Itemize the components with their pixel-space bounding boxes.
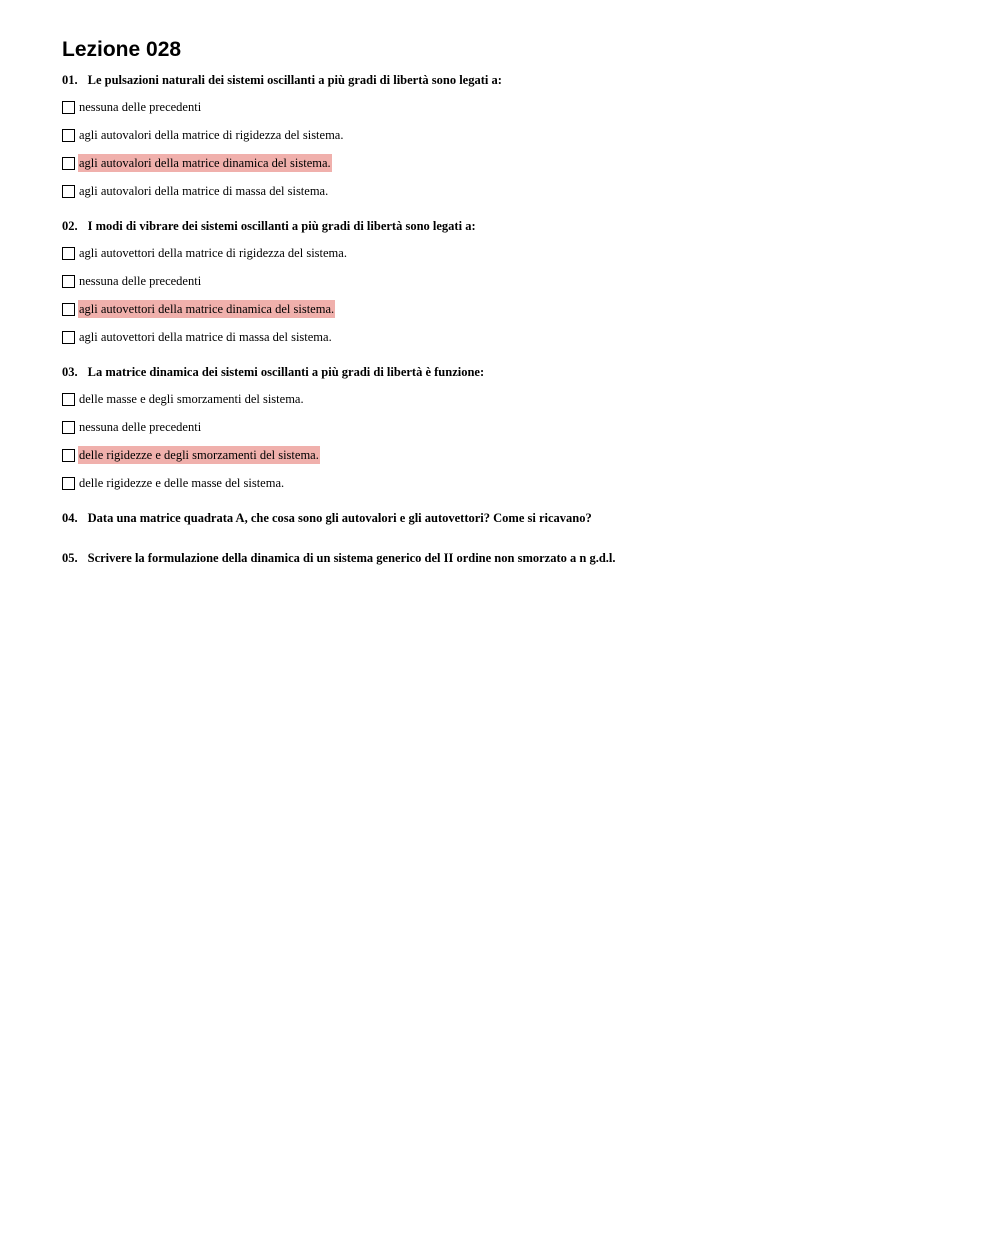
question-number: 02. <box>62 219 78 233</box>
answer-option[interactable] <box>62 418 962 436</box>
question-number: 05. <box>62 551 78 565</box>
answer-option[interactable] <box>62 390 962 408</box>
question-number: 03. <box>62 365 78 379</box>
answer-label: nessuna delle precedenti <box>79 100 202 114</box>
question-label: I modi di vibrare dei sistemi oscillanti a più gradi di libertà sono legati a: <box>87 219 476 233</box>
page-title: Lezione 028 <box>62 38 182 61</box>
question-text <box>62 72 962 88</box>
answer-label: delle masse e degli smorzamenti del sistema. <box>79 392 304 406</box>
answer-checkbox[interactable] <box>62 331 75 344</box>
question-label: La matrice dinamica dei sistemi oscillanti a più gradi di libertà è funzione: <box>87 365 485 379</box>
quiz-page <box>62 36 962 590</box>
answer-option[interactable] <box>62 98 962 116</box>
answer-label: agli autovettori della matrice di rigidezza del sistema. <box>79 246 347 260</box>
answer-option[interactable] <box>62 244 962 262</box>
answer-checkbox[interactable] <box>62 449 75 462</box>
question-05 <box>62 550 962 566</box>
correct-answer-label: agli autovalori della matrice dinamica del sistema. <box>79 156 331 170</box>
answer-checkbox[interactable] <box>62 303 75 316</box>
question-label: Data una matrice quadrata A, che cosa sono gli autovalori e gli autovettori? Come si ricavano? <box>87 511 592 525</box>
answer-option[interactable] <box>62 272 962 290</box>
answer-label: agli autovalori della matrice di massa del sistema. <box>79 184 329 198</box>
answer-option[interactable] <box>62 474 962 492</box>
question-04 <box>62 510 962 526</box>
answer-checkbox[interactable] <box>62 393 75 406</box>
question-text <box>62 364 962 380</box>
answer-option[interactable] <box>62 328 962 346</box>
answer-checkbox[interactable] <box>62 247 75 260</box>
question-label: Le pulsazioni naturali dei sistemi oscillanti a più gradi di libertà sono legati a: <box>87 73 502 87</box>
answer-checkbox[interactable] <box>62 421 75 434</box>
answer-label: nessuna delle precedenti <box>79 274 202 288</box>
answer-checkbox[interactable] <box>62 157 75 170</box>
answer-checkbox[interactable] <box>62 477 75 490</box>
answer-option[interactable] <box>62 126 962 144</box>
correct-answer-label: delle rigidezze e degli smorzamenti del sistema. <box>79 448 319 462</box>
answer-checkbox[interactable] <box>62 275 75 288</box>
answer-label: agli autovettori della matrice di massa del sistema. <box>79 330 332 344</box>
question-number: 01. <box>62 73 78 87</box>
question-text <box>62 550 962 566</box>
answer-label: agli autovalori della matrice di rigidezza del sistema. <box>79 128 344 142</box>
answer-option[interactable] <box>62 182 962 200</box>
answer-option-correct[interactable] <box>62 154 962 172</box>
question-02 <box>62 218 962 346</box>
question-text <box>62 218 962 234</box>
answer-checkbox[interactable] <box>62 101 75 114</box>
question-03 <box>62 364 962 492</box>
answer-checkbox[interactable] <box>62 129 75 142</box>
question-text <box>62 510 962 526</box>
answer-option-correct[interactable] <box>62 300 962 318</box>
answer-option-correct[interactable] <box>62 446 962 464</box>
answer-label: delle rigidezze e delle masse del sistema. <box>79 476 285 490</box>
question-01 <box>62 72 962 200</box>
answer-label: nessuna delle precedenti <box>79 420 202 434</box>
correct-answer-label: agli autovettori della matrice dinamica del sistema. <box>79 302 335 316</box>
question-number: 04. <box>62 511 78 525</box>
answer-checkbox[interactable] <box>62 185 75 198</box>
question-label: Scrivere la formulazione della dinamica di un sistema generico del II ordine non smorzato a n g.d.l. <box>87 551 616 565</box>
